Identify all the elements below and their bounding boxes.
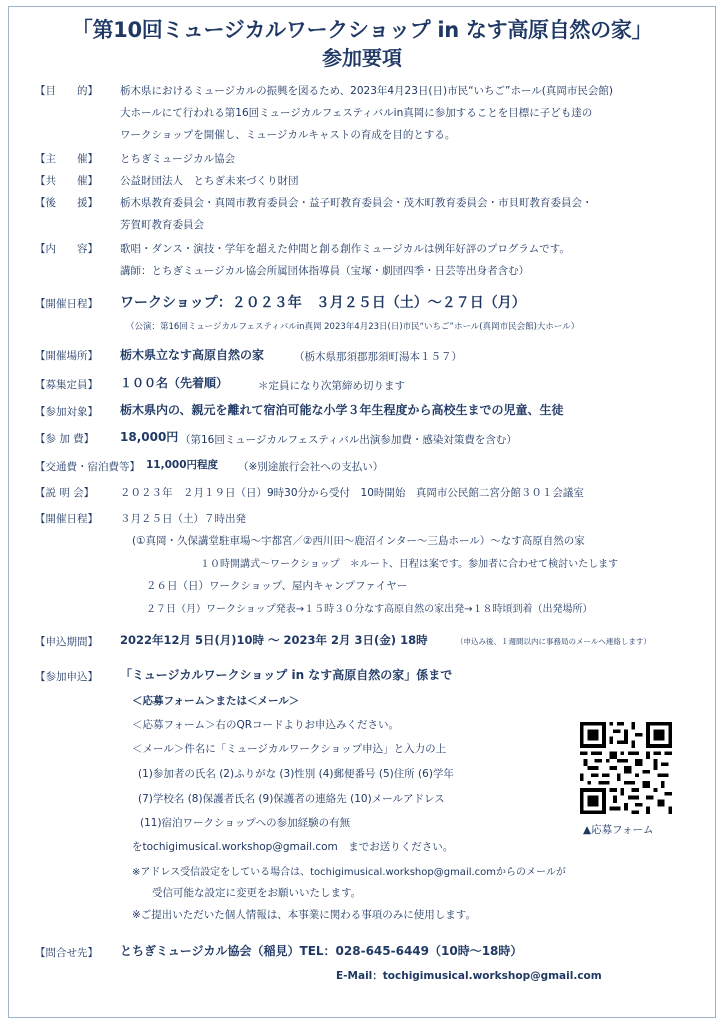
- content-line-1: 歌唱・ダンス・演技・学年を超えた仲間と創る創作ミュージカルは例年好評のプログラムです。: [120, 243, 570, 255]
- purpose-line-3: ワークショップを開催し、ミュージカルキャストの育成を目的とする。: [120, 129, 456, 141]
- schedule-line-2: (①真岡・久保講堂駐車場～宇都宮／②西川田～鹿沼インター～三島ホール）～なす高原自然の家: [132, 535, 585, 547]
- qr-caption: ▲応募フォーム: [583, 824, 654, 836]
- capacity-label: 【募集定員】: [35, 379, 98, 391]
- capacity-note: ＊定員になり次第締め切ります: [258, 380, 405, 392]
- dates-note: （公演：第16回ミュージカルフェスティバルin真岡 2023年4月23日(日)市民“いちご”ホール(真岡市民会館)大ホール）: [126, 322, 580, 332]
- venue-value: 栃木県立なす高原自然の家: [120, 348, 265, 362]
- apply-line-3: ＜メール＞件名に「ミュージカルワークショップ申込」と入力の上: [132, 743, 447, 755]
- apply-line-2: ＜応募フォーム＞右のQRコードよりお申込みください。: [132, 719, 400, 731]
- period-label: 【申込期間】: [35, 636, 98, 648]
- apply-label: 【参加申込】: [35, 671, 98, 683]
- page-title: 「第10回ミュージカルワークショップ in なす高原自然の家」: [71, 18, 653, 42]
- capacity-value: １００名（先着順）: [120, 376, 229, 390]
- fee-note: （第16回ミュージカルフェスティバル出演参加費・感染対策費を含む）: [180, 434, 517, 446]
- content-line-2: 講師：とちぎミュージカル協会所属団体指導員（宝塚・劇団四季・日芸等出身者含む）: [120, 265, 530, 277]
- fee-value: 18,000円: [120, 430, 179, 444]
- contact-value: とちぎミュージカル協会（稲見）TEL：028-645-6449（10時～18時）: [120, 944, 523, 958]
- briefing-label: 【説 明 会】: [35, 487, 95, 499]
- fee-label: 【参 加 費】: [35, 433, 95, 445]
- apply-line-1: ＜応募フォーム＞または＜メール＞: [132, 695, 300, 707]
- schedule-line-1: ３月２５日（土）７時出発: [120, 513, 246, 525]
- transport-label: 【交通費・宿泊費等】: [35, 461, 140, 473]
- dates-value: ワークショップ：２０２３年 ３月２５日（土）～２７日（月）: [120, 295, 526, 311]
- period-note: （申込み後、１週間以内に事務局のメールへ連絡します）: [456, 637, 651, 646]
- qr-code-icon[interactable]: [580, 722, 672, 814]
- schedule-label: 【開催日程】: [35, 513, 98, 525]
- dates-label: 【開催日程】: [35, 298, 98, 310]
- schedule-line-5: ２７日（月）ワークショップ発表→１５時３０分なす高原自然の家出発→１８時頃到着（出発場所）: [146, 604, 593, 615]
- apply-line-10: ※ご提出いただいた個人情報は、本事業に関わる事項のみに使用します。: [132, 909, 476, 921]
- support-line-1: 栃木県教育委員会・真岡市教育委員会・益子町教育委員会・茂木町教育委員会・市貝町教育委員会・: [120, 197, 593, 209]
- apply-line-5: (7)学校名 (8)保護者氏名 (9)保護者の連絡先 (10)メールアドレス: [138, 793, 445, 805]
- briefing-value: ２０２３年 ２月１９日（日）9時30分から受付 10時開始 真岡市公民館二宮分館３０１会議室: [120, 487, 584, 499]
- apply-line-4: (1)参加者の氏名 (2)ふりがな (3)性別 (4)郵便番号 (5)住所 (6)学年: [138, 768, 454, 780]
- apply-line-8: ※アドレス受信設定をしている場合は、tochigimusical.workshop@gmail.comからのメールが: [132, 867, 566, 878]
- purpose-label: 【目 的】: [35, 85, 98, 97]
- contact-label: 【問合せ先】: [35, 947, 98, 959]
- support-label: 【後 援】: [35, 197, 98, 209]
- target-value: 栃木県内の、親元を離れて宿泊可能な小学３年生程度から高校生までの児童、生徒: [120, 403, 564, 417]
- organizer-label: 【主 催】: [35, 153, 98, 165]
- schedule-line-4: ２６日（日）ワークショップ、屋内キャンプファイヤー: [146, 580, 408, 592]
- venue-label: 【開催場所】: [35, 350, 98, 362]
- target-label: 【参加対象】: [35, 406, 98, 418]
- page-subtitle: 参加要項: [322, 46, 402, 70]
- content-label: 【内 容】: [35, 243, 98, 255]
- purpose-line-1: 栃木県におけるミュージカルの振興を図るため、2023年4月23日(日)市民“いちご”ホール(真岡市民会館): [120, 85, 613, 97]
- cosponsor-value: 公益財団法人 とちぎ未来づくり財団: [120, 175, 299, 187]
- transport-value: 11,000円程度: [146, 459, 219, 471]
- venue-note: （栃木県那須郡那須町湯本１５７）: [294, 351, 462, 363]
- apply-line-6: (11)宿泊ワークショップへの参加経験の有無: [140, 817, 351, 829]
- support-line-2: 芳賀町教育委員会: [120, 219, 204, 231]
- period-value: 2022年12月 5日(月)10時 ～ 2023年 2月 3日(金) 18時: [120, 633, 428, 647]
- organizer-value: とちぎミュージカル協会: [120, 153, 236, 165]
- transport-note: （※別途旅行会社への支払い）: [238, 461, 384, 473]
- apply-line-9: 受信可能な設定に変更をお願いいたします。: [152, 887, 362, 899]
- schedule-line-3: １０時開講式～ワークショップ ＊ルート、日程は案です。参加者に合わせて検討いたします: [200, 559, 619, 570]
- purpose-line-2: 大ホールにて行われる第16回ミュージカルフェスティバルin真岡に参加することを目標に子ども達の: [120, 107, 593, 119]
- cosponsor-label: 【共 催】: [35, 175, 98, 187]
- apply-heading: 「ミュージカルワークショップ in なす高原自然の家」係まで: [120, 668, 453, 682]
- apply-line-7: をtochigimusical.workshop@gmail.com までお送りください。: [132, 841, 454, 853]
- contact-email[interactable]: E-Mail：tochigimusical.workshop@gmail.com: [336, 970, 602, 982]
